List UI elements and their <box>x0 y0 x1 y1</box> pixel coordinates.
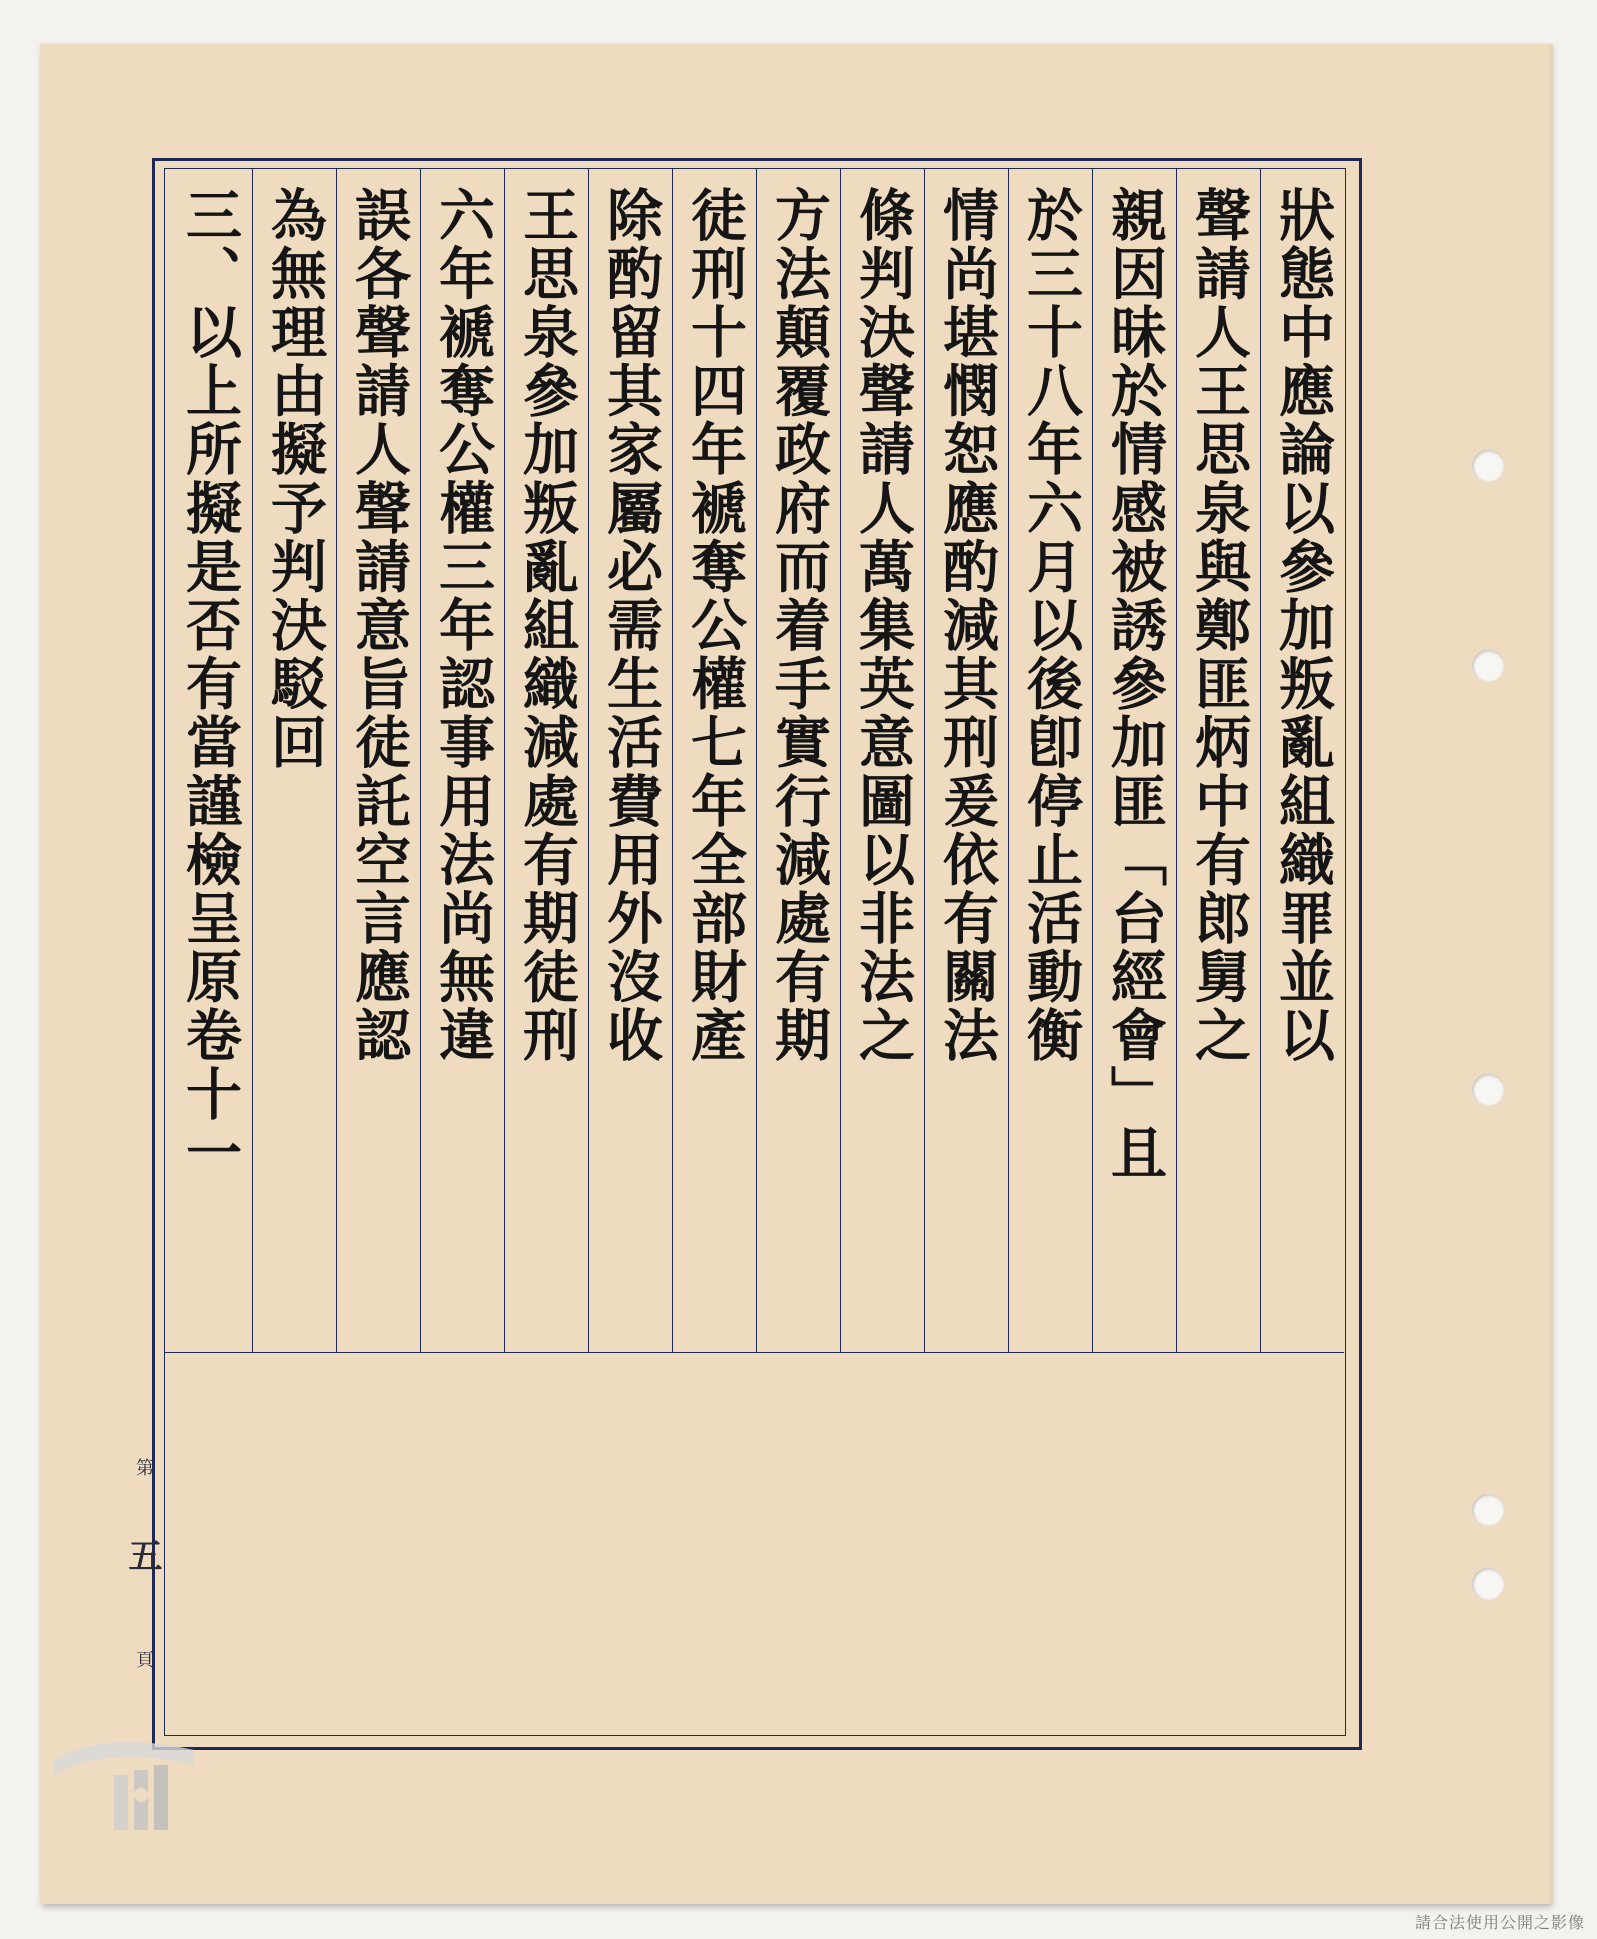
binder-hole <box>1472 450 1504 482</box>
binder-hole <box>1472 1074 1504 1106</box>
column-text: 王思泉參加叛亂組織減處有期徒刑 <box>514 186 580 1065</box>
text-column-10 <box>504 168 588 1352</box>
column-text: 於三十八年六月以後卽停止活動衡 <box>1018 186 1084 1065</box>
text-column-4 <box>1008 168 1092 1352</box>
text-column-9 <box>588 168 672 1352</box>
column-text: 條判決聲請人萬集英意圖以非法之 <box>850 186 916 1065</box>
column-text: 三、以上所擬是否有當謹檢呈原卷十一 <box>177 186 243 1183</box>
text-column-1 <box>1260 168 1344 1352</box>
page-label-bottom: 頁 <box>133 1650 154 1668</box>
text-column-2 <box>1176 168 1260 1352</box>
text-column-6 <box>840 168 924 1352</box>
column-text: 為無理由擬予判決駁回 <box>262 186 328 772</box>
column-text: 聲請人王思泉與鄭匪炳中有郎舅之 <box>1186 186 1252 1065</box>
binder-hole <box>1472 1568 1504 1600</box>
usage-notice: 請合法使用公開之影像 <box>1414 1913 1585 1932</box>
text-column-14 <box>168 168 252 1352</box>
column-text: 除酌留其家屬必需生活費用外沒收 <box>598 186 664 1065</box>
text-column-7 <box>756 168 840 1352</box>
column-text: 親因昧於情感被誘參加匪「台經會」且 <box>1102 186 1168 1183</box>
page-label-top: 第 <box>133 1458 154 1476</box>
text-column-8 <box>672 168 756 1352</box>
binder-hole <box>1472 650 1504 682</box>
text-column-5 <box>924 168 1008 1352</box>
writing-grid <box>164 168 1344 1353</box>
column-text: 六年褫奪公權三年認事用法尚無違 <box>430 186 496 1065</box>
binder-hole <box>1472 1494 1504 1526</box>
column-text: 情尚堪憫恕應酌減其刑爰依有關法 <box>934 186 1000 1065</box>
text-column-12 <box>336 168 420 1352</box>
text-column-13 <box>252 168 336 1352</box>
column-text: 方法顛覆政府而着手實行減處有期 <box>766 186 832 1065</box>
archive-logo-icon <box>44 1720 204 1840</box>
text-column-3 <box>1092 168 1176 1352</box>
text-column-11 <box>420 168 504 1352</box>
column-text: 誤各聲請人聲請意旨徒託空言應認 <box>346 186 412 1065</box>
column-text: 徒刑十四年褫奪公權七年全部財產 <box>682 186 748 1065</box>
column-text: 狀態中應論以參加叛亂組織罪並以 <box>1270 186 1336 1065</box>
page-number: 五 <box>122 1538 162 1572</box>
